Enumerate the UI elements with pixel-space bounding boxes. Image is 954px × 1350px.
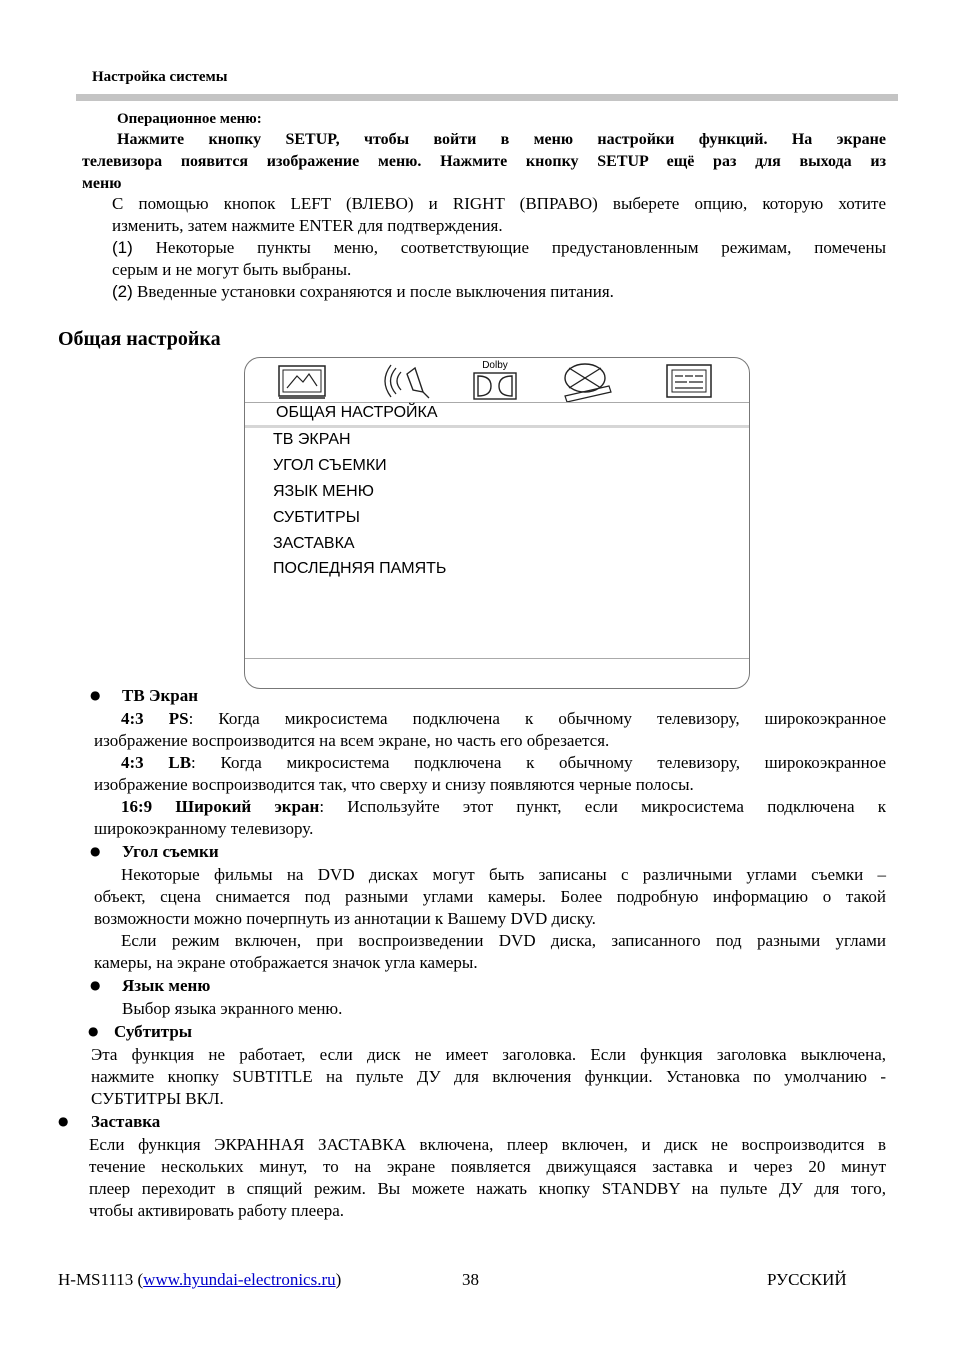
subtitles-line-1: Эта функция не работает, если диск не имеет заголовка. Если функция заголовка выключена, [91,1045,886,1064]
subtitles-description [91,1044,886,1110]
operation-menu-label: Операционное меню: [117,111,262,127]
lb-line-1 [94,752,886,774]
tv-screen-description [94,708,886,840]
setup-menu-screen [244,357,750,689]
wide-label: 16:9 Широкий экран [121,797,320,816]
menu-item-screensaver[interactable]: ЗАСТАВКА [273,535,355,552]
dolby-label: Dolby [482,360,508,371]
angle-p1-line-2: объект, сцена снимается под разными углами камеры. Более подробную информацию о такой [94,887,886,906]
footer-model-text: H-MS1113 ( [58,1270,144,1289]
wide-line-1 [94,796,886,818]
menu-item-angle[interactable]: УГОЛ СЪЕМКИ [273,457,387,474]
footer-language: РУССКИЙ [767,1270,847,1289]
audio-setup-icon [383,362,435,400]
page-number: 38 [462,1270,479,1289]
tv-screen-heading: ТВ Экран [122,686,199,705]
subtitles-line-2: нажмите кнопку SUBTITLE на пульте ДУ для включения функции. Установка по умолчанию - [91,1067,886,1086]
general-setup-icon [273,362,331,400]
menu-language-text: Выбор языка экранного меню. [122,999,343,1018]
ps-line-1 [94,708,886,730]
setup-line-1: Нажмите кнопку SETUP, чтобы войти в меню настройки функций. На экране [117,131,886,148]
nav-line-1: С помощью кнопок LEFT (ВЛЕВО) и RIGHT (ВПРАВО) выберете опцию, которую хотите [112,194,886,213]
ps-text: : Когда микросистема подключена к обычному телевизору, широкоэкранное [188,709,886,728]
wide-text: : Используйте этот пункт, если микросистема подключена к [319,797,886,816]
menu-item-last-memory[interactable]: ПОСЛЕДНЯЯ ПАМЯТЬ [273,560,447,577]
setup-line-2: телевизора появится изображение меню. Нажмите кнопку SETUP ещё раз для выхода из [82,153,886,170]
menu-item-subtitles[interactable]: СУБТИТРЫ [273,509,360,526]
ps-label: 4:3 PS [121,709,189,728]
page-header-title: Настройка системы [92,69,228,85]
angle-description [94,864,886,974]
note-1-number: (1) [112,238,133,257]
bullet-dot: ● [58,1114,69,1128]
angle-p1-line-3: возможности можно почерпнуть из аннотации к Вашему DVD диску. [94,909,596,928]
wide-line-2: широкоэкранному телевизору. [94,819,314,838]
menu-bottom-divider [245,658,749,659]
bullet-menu-language [90,976,100,994]
angle-heading: Угол съемки [122,842,219,861]
screensaver-line-2: течение нескольких минут, то на экране появляется движущаяся заставка и через 20 минут [89,1157,886,1176]
bullet-tv-screen [90,686,100,704]
note-1-text: Некоторые пункты меню, соответствующие предустановленным режимам, помечены [155,238,887,257]
note-2 [112,281,886,303]
angle-p1-line-1: Некоторые фильмы на DVD дисках могут быть записаны с различными углами съемки – [121,865,886,884]
bullet-screensaver [58,1112,68,1130]
tab-divider [245,402,749,403]
note-1 [112,237,886,259]
header-divider [76,94,898,101]
footer-close-paren: ) [335,1270,342,1289]
screensaver-description [89,1134,886,1222]
screensaver-heading: Заставка [91,1112,161,1131]
screensaver-line-3: плеер переходит в спящий режим. Вы можете нажать кнопку STANDBY на пульте ДУ для того, [89,1179,886,1198]
ps-line-2: изображение воспроизводится на всем экране, но часть его обрезается. [94,731,610,750]
lb-label: 4:3 LB [121,753,192,772]
bullet-dot: ● [90,688,101,702]
footer-model [58,1270,341,1290]
navigation-instructions [112,193,886,303]
note-2-text: Введенные установки сохраняются и после выключения питания. [137,282,614,301]
angle-p2-line-1: Если режим включен, при воспроизведении DVD диска, записанного под разными углами [121,931,886,950]
note-1-line-2: серым и не могут быть выбраны. [112,260,352,279]
footer-website-link[interactable]: www.hyundai-electronics.ru [143,1270,336,1289]
setup-line-3: меню [82,175,122,192]
subtitles-heading: Субтитры [114,1022,193,1041]
angle-p2-line-2: камеры, на экране отображается значок угла камеры. [94,953,478,972]
preference-setup-icon [663,362,715,400]
lb-text: : Когда микросистема подключена к обычному телевизору, широкоэкранное [191,753,886,772]
bullet-angle [90,842,100,860]
menu-item-tv-screen[interactable]: ТВ ЭКРАН [273,431,351,448]
bullet-dot: ● [88,1024,99,1038]
menu-heading: ОБЩАЯ НАСТРОЙКА [276,404,438,421]
note-2-number: (2) [112,282,133,301]
bullet-dot: ● [90,844,101,858]
bullet-subtitles [88,1022,98,1040]
screensaver-line-1: Если функция ЭКРАННАЯ ЗАСТАВКА включена, плеер включен, и диск не воспроизводится в [89,1135,886,1154]
dolby-setup-icon [473,372,517,400]
nav-line-2: изменить, затем нажмите ENTER для подтверждения. [112,216,503,235]
menu-language-heading: Язык меню [122,976,211,995]
screensaver-line-4: чтобы активировать работу плеера. [89,1201,345,1220]
setup-instructions [82,129,886,195]
section-title: Общая настройка [58,328,221,350]
subtitles-line-3: СУБТИТРЫ ВКЛ. [91,1089,224,1108]
lb-line-2: изображение воспроизводится так, что сверху и снизу появляются черные полосы. [94,775,694,794]
menu-item-menu-language[interactable]: ЯЗЫК МЕНЮ [273,483,374,500]
bullet-dot: ● [90,978,101,992]
video-setup-icon [561,362,613,402]
